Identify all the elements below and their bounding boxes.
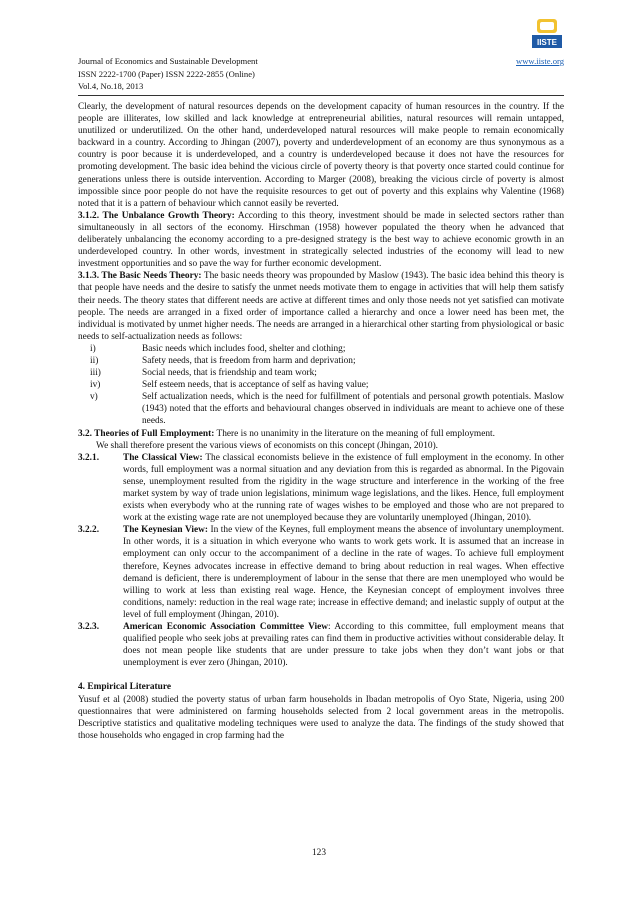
- paragraph-full-employment-cont: We shall therefore present the various views of economists on this concept (Jhingan, 2010).: [96, 440, 439, 451]
- paragraph-unbalance-growth: 3.1.2. The Unbalance Growth Theory: According to this theory, investment should be made in selected sectors rather than simultaneously in all sectors of the economy. Hirschman (1958) however populated the theory when he advanced that deliberately unbalancing the economy according to a pre-designed strategy is the best way to achieve economic growth in an underdeveloped country. In other words, investment in strategically selected industries of the economy will lead to new investment opportunities and so pave the way for further economic development.: [78, 210, 564, 270]
- needs-list: [78, 343, 564, 428]
- volume-line: Vol.4, No.18, 2013: [78, 81, 144, 92]
- logo-text: IISTE: [536, 38, 558, 47]
- paragraph-basic-needs: 3.1.3. The Basic Needs Theory: The basic needs theory was propounded by Maslow (1943). The basic idea behind this theory is that people have needs and the desire to satisfy the unmet needs motivate them to engage in activities that will help them satisfy their needs. The theory states that different needs are active at different times and only those needs not yet satisfied can motivate people. The needs are arranged in a fixed order of importance called a hierarchy and once a lower need has been met, the individual is motivated by unmet higher needs. The needs are arranged in a hierarchical other starting from physiological or basic needs to self-actualization needs as follows:: [78, 271, 564, 342]
- header-divider: [78, 95, 564, 96]
- paragraph-empirical-literature: Yusuf et al (2008) studied the poverty status of urban farm households in Ibadan metropolis of Oyo State, Nigeria, using 200 questionnaires that were administered on farming households selected from 2 local government areas in the metropolis. Descriptive statistics and qualitative modeling techniques were used to analyze the data. The findings of the study showed that those households who engaged in crop farming had the: [78, 694, 564, 741]
- journal-title: Journal of Economics and Sustainable Development: [78, 56, 258, 66]
- iiste-logo: [530, 17, 564, 51]
- issn-line: ISSN 2222-1700 (Paper) ISSN 2222-2855 (Online): [78, 68, 255, 79]
- journal-url-link[interactable]: www.iiste.org: [516, 56, 564, 66]
- paragraph-vicious-circle: Clearly, the development of natural resources depends on the development capacity of human resources in the country. If the people are illiterates, low skilled and lack knowledge at entrepreneurial abilities, natural resources will remain untapped, unutilized or underutilized. On the other hand, underdeveloped natural resources will make people to remain economically backward in a country. According to Jhingan (2007), poverty and underdevelopment of an economy are thus synonymous as a country is poor because it is underdeveloped, and a country is underdeveloped because it does not have the resources for promoting development. The basic idea behind the vicious circle of poverty theory is that poverty once started could continue for generations unless there is outside intervention. According to Marger (2008), breaking the vicious circle of poverty is almost impossible since poor people do not have the requisite resources to get out of poverty and this explains why Valentine (1968) noted that it is a pattern of behaviour which cannot easily be reverted.: [78, 102, 564, 209]
- list-item: iii) Social needs, that is friendship and team work;: [90, 368, 317, 379]
- list-item: iv) Self esteem needs, that is acceptance of self as having value;: [90, 380, 369, 391]
- section-heading-3-1-2: 3.1.2. The Unbalance Growth Theory:: [78, 210, 235, 221]
- journal-header: [78, 55, 564, 93]
- subsection-keynesian-view: 3.2.2. The Keynesian View: In the view of the Keynes, full employment means the absence of involuntary unemployment. In other words, it is a situation in which everyone who wants to work gets work. It is assumed that an increase in employment can only occur to the accompaniment of a decline in the rate of wages. To achieve full employment therefore, Keynes advocates increase in effective demand to bring about reduction in real wages. When effective demand is deficient, there is underemployment of labour in the sense that there are men unemployed who would be willing to work at less than existing real wage. Hence, the Keynesian concept of employment involves three conditions, namely: reduction in the real wage rate; increase in effective demand; and inelastic supply of output at the level of full employment (Jhingan, 2010).: [78, 525, 564, 620]
- subsection-aea-view: 3.2.3. American Economic Association Committee View: According to this committee, full employment means that qualified people who seek jobs at prevailing rates can find them in productive activities without considerable delay. It does not mean people like students that are under pressure to take jobs when they don’t want jobs or that unemployment is ever zero (Jhingan, 2010).: [78, 622, 565, 669]
- subsection-classical-view: 3.2.1. The Classical View: The classical economists believe in the existence of full employment in the economy. In other words, full employment was a normal situation and any deviation from this is regarded as abnormal. In the Pigovain sense, unemployment resulted from the rigidity in the wage structure and interference in the working of the free market system by way of trade union legislations, minimum wage legislations, and the likes. Hence, full employment exists when everybody who at the running rate of wages wishes to be employed and those who are not prepared to work at the existing wage rate are not unemployed because they are voluntarily unemployed (Jhingan, 2010).: [78, 452, 564, 524]
- paragraph-full-employment: 3.2. Theories of Full Employment: There is no unanimity in the literature on the meaning of full employment.: [78, 428, 495, 439]
- section-heading-3-2: 3.2. Theories of Full Employment:: [78, 428, 215, 439]
- page-number: 123: [311, 848, 326, 858]
- section-heading-3-1-3: 3.1.3. The Basic Needs Theory:: [78, 271, 202, 282]
- section-heading-4: 4. Empirical Literature: [78, 682, 171, 693]
- list-item: i) Basic needs which includes food, shelter and clothing;: [90, 343, 346, 354]
- list-item: v) Self actualization needs, which is the need for fulfillment of potentials and personal growth potentials. Maslow (1943) noted that the efforts and behavioural changes observed in individuals are meant to achieve one of these needs.: [90, 392, 564, 427]
- article-body: [78, 101, 564, 742]
- list-item: ii) Safety needs, that is freedom from harm and deprivation;: [90, 355, 356, 366]
